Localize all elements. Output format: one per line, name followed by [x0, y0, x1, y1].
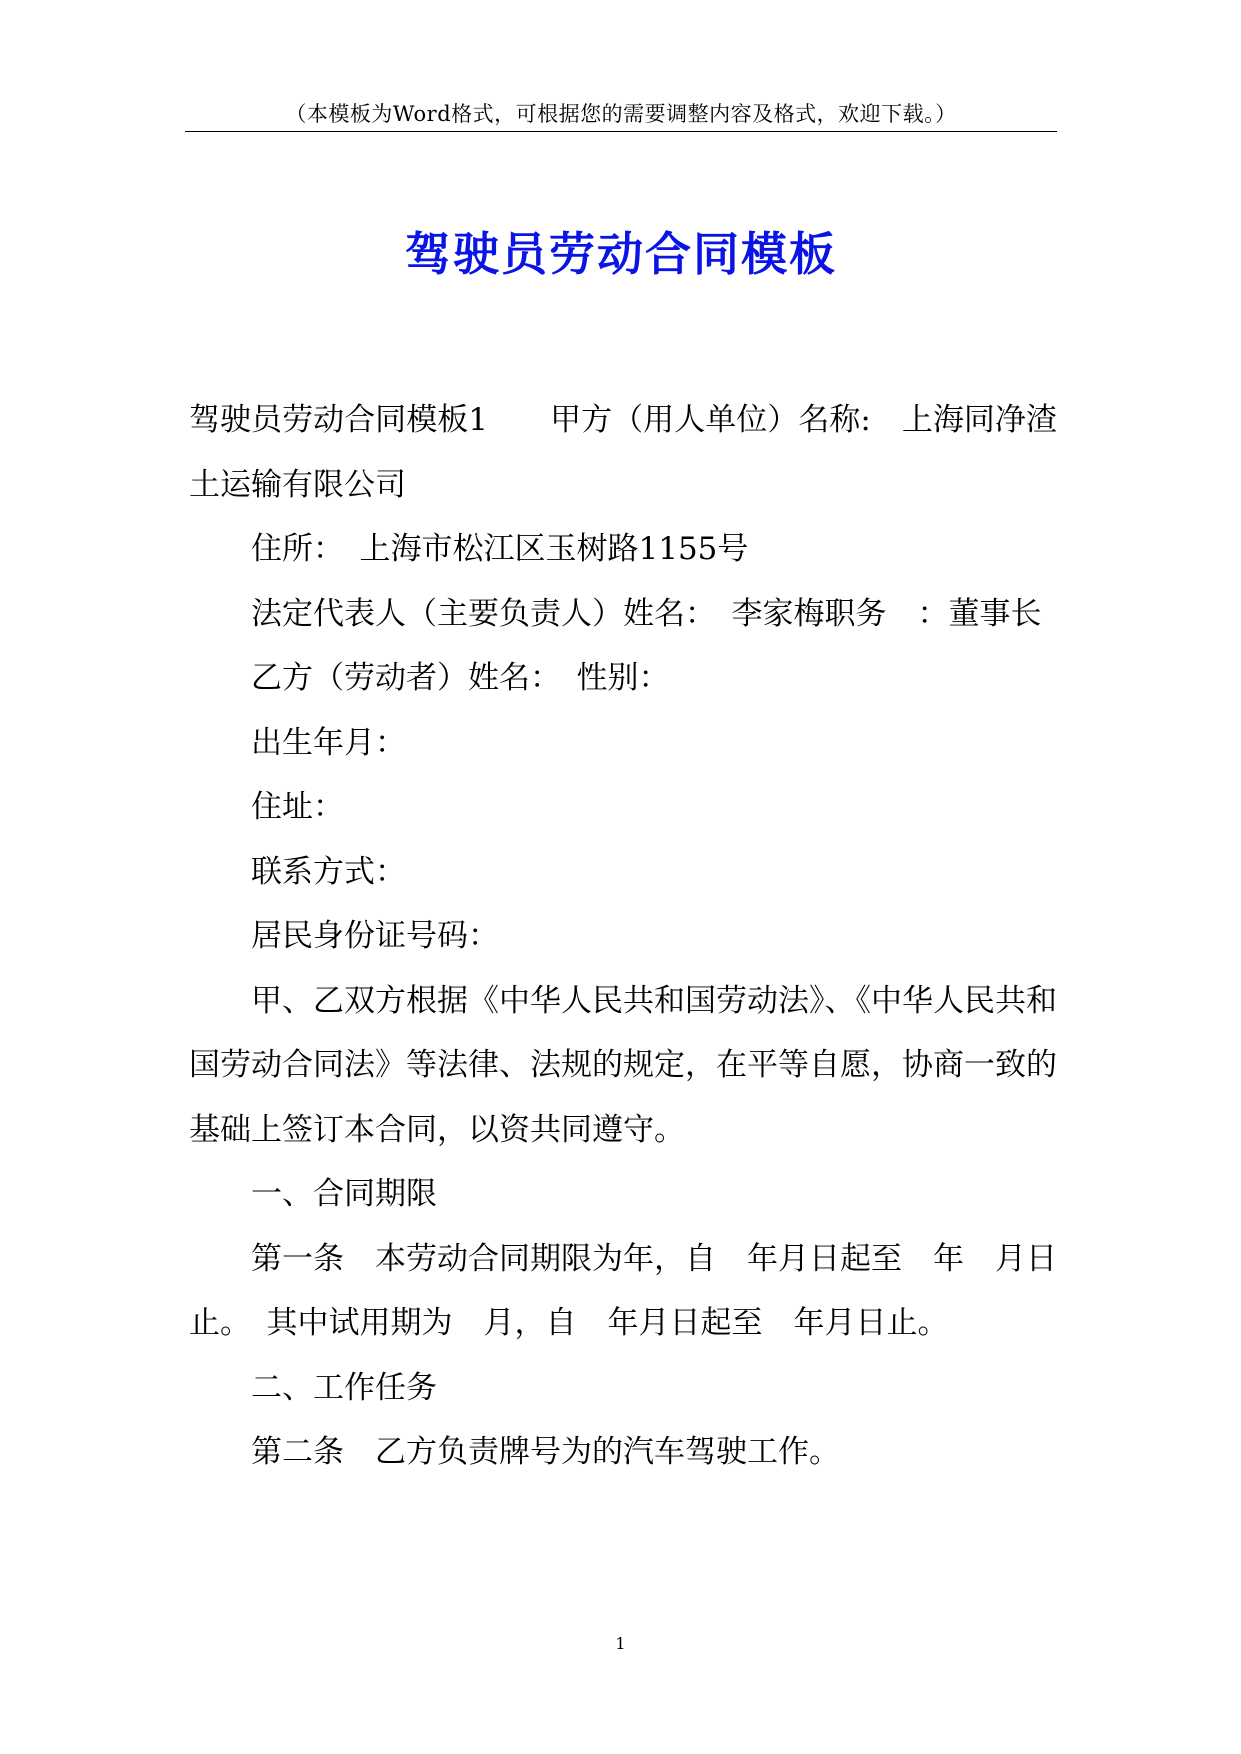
section-heading-work-tasks: 二、工作任务 — [251, 1369, 437, 1406]
header-divider — [185, 131, 1057, 132]
document-body — [189, 388, 1057, 1485]
paragraph-article-1: 第一条 本劳动合同期限为年，自 年月日起至 年 月日止。 其中试用期为 月，自 年月日起至 年月日止。 — [189, 1240, 1057, 1341]
paragraph-party-b-address: 住址： — [251, 789, 344, 825]
paragraph-legal-representative: 法定代表人（主要负责人）姓名： 李家梅职务 ：董事长 — [251, 595, 1042, 632]
paragraph-article-2: 第二条 乙方负责牌号为的汽车驾驶工作。 — [251, 1434, 840, 1470]
document-title: 驾驶员劳动合同模板 — [405, 227, 837, 281]
paragraph-party-b-name: 乙方（劳动者）姓名： 性别： — [251, 660, 670, 696]
paragraph-id-number: 居民身份证号码： — [251, 918, 499, 954]
paragraph-party-a-address: 住所： 上海市松江区玉树路1155号 — [251, 531, 749, 567]
paragraph-contact: 联系方式： — [251, 853, 406, 890]
section-heading-contract-term: 一、合同期限 — [251, 1176, 437, 1212]
paragraph-party-a-name: 驾驶员劳动合同模板1 甲方（用人单位）名称: 上海同净渣土运输有限公司 — [189, 402, 1057, 503]
page-number: 1 — [615, 1634, 626, 1653]
paragraph-preamble: 甲、乙双方根据《中华人民共和国劳动法》、《中华人民共和国劳动合同法》等法律、法规的规定，在平等自愿，协商一致的基础上签订本合同，以资共同遵守。 — [189, 982, 1057, 1148]
paragraph-birth-date: 出生年月： — [251, 724, 406, 761]
header-note: （本模板为Word格式，可根据您的需要调整内容及格式，欢迎下载。） — [285, 102, 957, 126]
